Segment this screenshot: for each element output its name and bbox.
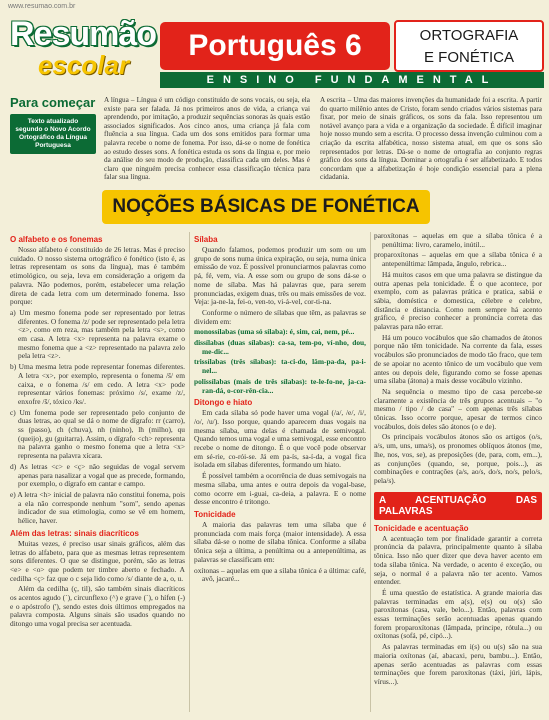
acentuacao-banner: A ACENTUAÇÃO DAS PALAVRAS bbox=[374, 492, 542, 520]
page-title: Português 6 bbox=[188, 29, 362, 62]
paragraph: Os principais vocábulos átonos são os artigos (o/s, a/s, um, uns, uma/s), os pronomes oblíquos átonos (me, lhe, nos, vos, se), as preposições (de, para, com, em...), as conjunções (quando, se, porque, pois...), as combinações e contrações (a/s, ao/s, do/s, no/s, pelo/s, pela/s). bbox=[374, 432, 542, 485]
column-1 bbox=[10, 232, 185, 631]
list-item: trissílabas (três sílabas): ta-ci-do, lâm-pa-da, pa-i-nel... bbox=[194, 357, 366, 376]
list-item: paroxítonas – aquelas em que a sílaba tônica é a penúltima: livro, caramelo, inútil... bbox=[374, 231, 542, 249]
brand-resumao: Resumão bbox=[10, 15, 157, 53]
heading-diacriticos: Além das letras: sinais diacríticos bbox=[10, 528, 139, 538]
intro-escrita: A escrita – Uma das maiores invenções da humanidade foi a escrita. A partir do quarto milênio antes de Cristo, foram sendo criados vários sistemas para fixar, por meio de sinais gráficos, os sons da fala. Isso representou um notável avanço para a vida e a organização da sociedade. É difícil imaginar hoje nosso mundo sem a escrita. O processo dessa invenção culminou com a criação da escrita alfabética, nosso sistema atual, em que os sons são representados por letras. Dá-se o nome de ortografia ao conjunto regras gráfico dos sons da língua. Dominar a ortografia é ser alfabetizado. E todos concordam que a alfabetização é hoje condição essencial para a plena cidadania. bbox=[320, 96, 542, 182]
brand-logo bbox=[10, 16, 158, 98]
column-3 bbox=[374, 232, 542, 689]
section-banner-title: NOÇÕES BÁSICAS DE FONÉTICA bbox=[112, 196, 420, 217]
para-comecar-box bbox=[10, 96, 96, 186]
paragraph: Há muitos casos em que uma palavra se distingue da outra apenas pela tonicidade. É o que acontece, por exemplo, com as palavras prática e pratica, sabiá e sábia, doméstica e domestica, célebre e celebre, distância e distancia. Como nem sempre há acento gráfico, é preciso conhecer a pronúncia correta das palavras para não errar. bbox=[374, 269, 542, 332]
paragraph: Muitas vezes, é preciso usar sinais gráficos, além das letras do alfabeto, para que as mesmas letras representem sons diferentes. O que se distingue, porém, são as letras <e> e <o> que podem ter timbre aberto e fechado. A cedilha <ç> faz que o c seja lido como /s/ diante de a, o, u. bbox=[10, 538, 185, 583]
level-label: ENSINO FUNDAMENTAL bbox=[206, 74, 498, 86]
paragraph: Em cada sílaba só pode haver uma vogal (/a/, /e/, /i/, /o/, /u/). Isso porque, quando aparecem duas vogais na mesma sílaba, uma delas é chamada de semivogal. Quando temos uma vogal e uma semivogal, esse encontro recebe o nome de ditongo. É o que você pode observar em sé-rie, co-rói-se. Já em pa-ís, sa-í-da, a vogal fica isolada em sílabas diferentes, formando um hiato. bbox=[194, 408, 366, 470]
list-item: proparoxítonas – aquelas em que a sílaba tônica é a antepenúltima: lâmpada, ângulo, rebrica... bbox=[374, 250, 542, 269]
column-divider bbox=[370, 232, 371, 712]
heading-alfabeto: O alfabeto e os fonemas bbox=[10, 235, 103, 244]
list-item: polissílabas (mais de três sílabas): te-le-fo-ne, ja-ca-ran-dá, o-cor-rên-cia... bbox=[194, 376, 366, 395]
heading-ditongo: Ditongo e hiato bbox=[194, 398, 253, 408]
paragraph: Quando falamos, podemos produzir um som ou um grupo de sons numa única expiração, ou seja, numa única emissão de voz. É possível pronunciarmos palavras como pá, fé, vem, via. A esse som ou grupo de sons dá-se o nome de sílaba. Mas há palavras que, para serem pronunciadas, exigem duas, três ou mais emissões de voz. Veja: ja-ne-la, fei-o, ven-to, vi-á-vel, cor-ti-na. bbox=[194, 245, 366, 307]
paragraph: Além da cedilha (ç, til), são também sinais diacríticos os acentos agudo (´), circunflexo (^) e grave (`), o hífen (-) e o apóstrofo ('), sendo estes dois últimos empregados na palavra composta. Alguns sinais são usados quando no ditongo uma vogal precisa ser acentuada. bbox=[10, 584, 185, 629]
list-item: e) A letra <h> inicial de palavra não constitui fonema, pois a ela não corresponde nenhum "som", sendo apenas indicador de sua etimologia, como se vê em homem, hélice, haver. bbox=[10, 489, 185, 526]
list-item: b) Uma mesma letra pode representar fonemas diferentes. A letra <x>, por exemplo, representa o fonema /š/ em caixa, e o fonema /s/ em cedo. A letra <x> pode representar vários fonemas: próximo /s/, exame /z/, enxofre /š/, tóxico /ks/. bbox=[10, 362, 185, 406]
site-url: www.resumao.com.br bbox=[8, 3, 76, 10]
list-item: oxítonas – aquelas em que a sílaba tônica é a última: café, avô, jacaré... bbox=[194, 565, 366, 584]
brand-escolar: escolar bbox=[38, 50, 130, 80]
column-2 bbox=[194, 232, 366, 586]
acordo-note: Texto atualizado segundo o Novo Acordo Ortográfico da Língua Portuguesa bbox=[10, 114, 96, 154]
paragraph: A maioria das palavras tem uma sílaba que é pronunciada com mais força (maior intensidade). A essa sílaba dá-se o nome de sílaba tônica. Conforme a sílaba tônica seja a última, a penúltima ou a antepenúltima, as palavras se classificam em: bbox=[194, 519, 366, 564]
paragraph: Conforme o número de sílabas que têm, as palavras se dividem em: bbox=[194, 307, 366, 326]
list-item: dissílabas (duas sílabas): ca-sa, tem-po, ví-nho, dou, me-dic... bbox=[194, 338, 366, 356]
paragraph: As palavras terminadas em i(s) ou u(s) são na sua maioria oxítonas (aí, abacaxi, peru, bambu...). Então, apenas serão acentuadas as palavras com essas terminações que forem paroxítonas (táxi, júri, lápis, vírus...). bbox=[374, 642, 542, 686]
subtitle-line2: E FONÉTICA bbox=[423, 49, 514, 66]
column-divider bbox=[189, 232, 190, 712]
heading-tonicidade: Tonicidade bbox=[194, 509, 236, 519]
paragraph: É uma questão de estatística. A grande maioria das palavras terminadas em a(s), e(s) ou o(s) são paroxítonas (casa, vale, belo...). Então, palavras com essas terminações serão acentuadas apenas quando forem proparoxítonas (lâmpada, principe, rótula...) ou oxítonas (sofá, pé, cipó...). bbox=[374, 587, 542, 641]
paragraph: Há um pouco vocábulos que são chamados de átonos porque não têm tonicidade. Na corrente da fala, esses vocábulos são pronunciados de modo tão fraco, que tem de se apoiar no acento tônico de um vocábulo que vem antes ou depois dele, figurando como se fosse apenas uma sílaba (átona) a mais desse vocábulo vizinho. bbox=[374, 332, 542, 386]
paragraph: É possível também a ocorrência de duas semivogais na mesma sílaba, uma antes e outra depois da vogal-base, como ocorre em i-guai, ca-deia, a palavra. E o nome desse encontro é tritongo. bbox=[194, 471, 366, 507]
subtitle-line1: ORTOGRAFIA bbox=[419, 27, 519, 44]
subtitle-box bbox=[394, 20, 544, 72]
heading-silaba: Sílaba bbox=[194, 235, 218, 244]
para-comecar-heading: Para começar bbox=[10, 95, 96, 110]
list-item: a) Um mesmo fonema pode ser representado por letras diferentes. O fonema /z/ pode ser representado pela letra <z>, como em reza, mas também pela letra <s>, como em casa. A letra <x> representa na palavra exame o mesmo fonema que a <z> representado na palavra zelo pela letra <z>. bbox=[10, 307, 185, 361]
list-item: c) Um fonema pode ser representado pelo conjunto de duas letras, ao qual se dá o nome de dígrafo: rr (carro), ss (passo), ch (chuva), nh (ninho), lh (milho), qu (queijo), gu (guitarra). Assim, o dígrafo <ch> representa na palavra ganho o mesmo fonema que a letra <x> representa na palavra xícara. bbox=[10, 407, 185, 461]
section-banner bbox=[102, 190, 430, 224]
title-box bbox=[160, 22, 390, 70]
list-item: d) As letras <c> e <ç> não seguidas de vogal servem apenas para nasalizar a vogal que as precede, formando, por exemplo, o dígrafo em cantar e campo. bbox=[10, 461, 185, 489]
level-bar bbox=[160, 72, 544, 88]
paragraph: Nosso alfabeto é constituído de 26 letras. Mas é preciso cuidado. O nosso sistema ortográfico é fonético (isto é, as letras representam os sons da língua), mas é também etimológico, ou seja, leva em consideração a origem da palavra. Não podemos, porém, estabelecer uma relação direta de cada letra com um determinado fonema. Isso porque: bbox=[10, 245, 185, 307]
list-item: monossílabas (uma só sílaba): é, sim, cai, nem, pé... bbox=[194, 327, 355, 337]
heading-acentuacao: Tonicidade e acentuação bbox=[374, 523, 469, 533]
paragraph: Na sequência o mesmo tipo de casa percebe-se claramente a existência de três grupos acentuais – "o mesmo / tipo / de casa" – com apenas três sílabas tônicas. Isso ocorre porque, apesar de termos cinco vocábulos, dois deles são átonos (o e de). bbox=[374, 386, 542, 431]
paragraph: A acentuação tem por finalidade garantir a correta pronúncia da palavra, principalmente quanto à sílaba tônica. Isso não quer dizer que deva haver acento em toda sílaba tônica. Na verdade, o acento é exceção, ou seja, o normal é a palavra não ter acento. Vamos entender. bbox=[374, 533, 542, 587]
intro-lingua: A língua – Língua é um código constituído de sons vocais, ou seja, ela existe para ser falada. Já nos primeiros anos de vida, a criança vai aprendendo, por imitação, a produzir sequências sonoras às quais estão associados significados. Aos cinco anos, uma criança já fala com fluência a sua língua. Cada um dos sons emitidos para formar uma palavra recebe o nome de fonema. Por isso, dá-se o nome de fonética ao estudo desses sons. A fonética estuda os sons da língua e, por meio da análise do seu modo de produção, classifica cada um deles. Mas é claro que ninguém precisa conhecer essa classificação técnica para falar sua língua. bbox=[104, 96, 310, 182]
